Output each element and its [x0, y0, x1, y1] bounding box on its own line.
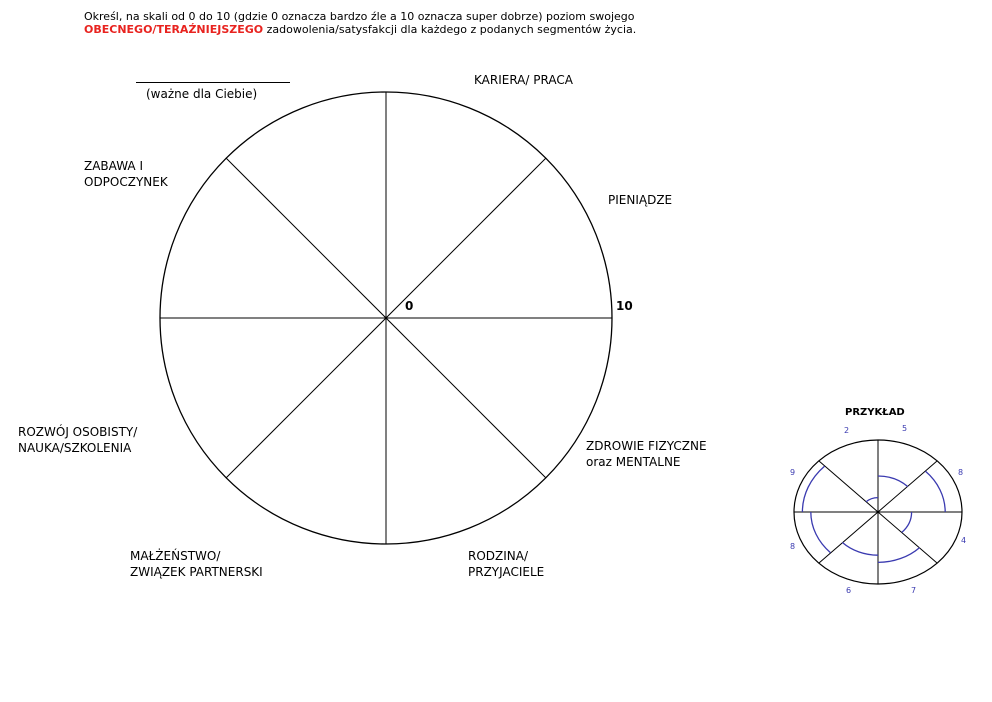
example-score-arc — [878, 476, 908, 487]
instructions-line-1: Określ, na skali od 0 do 10 (gdzie 0 oznacza bardzo źle a 10 oznacza super dobrze) poziom swojego — [84, 10, 635, 23]
segment-label-malzenstwo-line-2: ZWIĄZEK PARTNERSKI — [130, 565, 263, 579]
segment-label-rozwoj-line-1: ROZWÓJ OSOBISTY/ — [18, 425, 138, 439]
example-score-arc — [878, 548, 920, 563]
example-score-label: 7 — [911, 586, 917, 595]
segment-label-kariera: KARIERA/ PRACA — [474, 73, 573, 87]
scale-min-label: 0 — [405, 299, 414, 313]
example-score-arc — [802, 466, 824, 512]
example-score-arc — [902, 512, 912, 532]
segment-label-zabawa-line-2: ODPOCZYNEK — [84, 175, 168, 189]
example-score-label: 8 — [958, 468, 964, 477]
instructions-highlight: OBECNEGO/TERAŹNIEJSZEGO — [84, 23, 264, 36]
scale-max-label: 10 — [616, 299, 633, 313]
segment-label-zdrowie-line-2: oraz MENTALNE — [586, 455, 681, 469]
example-score-arc — [842, 543, 878, 556]
example-score-label: 5 — [902, 424, 908, 433]
example-score-arcs — [802, 466, 945, 562]
example-score-arc — [866, 498, 878, 502]
example-score-label: 6 — [846, 586, 852, 595]
segment-label-pieniadze: PIENIĄDZE — [608, 193, 673, 207]
example-score-arc — [811, 512, 831, 553]
segment-label-zdrowie-line-1: ZDROWIE FIZYCZNE — [586, 439, 707, 453]
segment-label-zabawa-line-1: ZABAWA I — [84, 159, 143, 173]
example-score-label: 8 — [790, 542, 796, 551]
example-score-label: 4 — [961, 536, 967, 545]
segment-label-rodzina-line-1: RODZINA/ — [468, 549, 529, 563]
segment-label-rozwoj-line-2: NAUKA/SZKOLENIA — [18, 441, 132, 455]
segment-label-malzenstwo-line-1: MAŁŻEŃSTWO/ — [130, 549, 221, 563]
example-score-label: 2 — [844, 426, 850, 435]
segment-label-rodzina-line-2: PRZYJACIELE — [468, 565, 545, 579]
example-title: PRZYKŁAD — [845, 407, 905, 418]
example-score-arc — [926, 471, 946, 512]
example-score-label: 9 — [790, 468, 796, 477]
instructions-line-2-rest: zadowolenia/satysfakcji dla każdego z podanych segmentów życia. — [263, 23, 637, 36]
custom-segment-hint: (ważne dla Ciebie) — [146, 87, 258, 101]
